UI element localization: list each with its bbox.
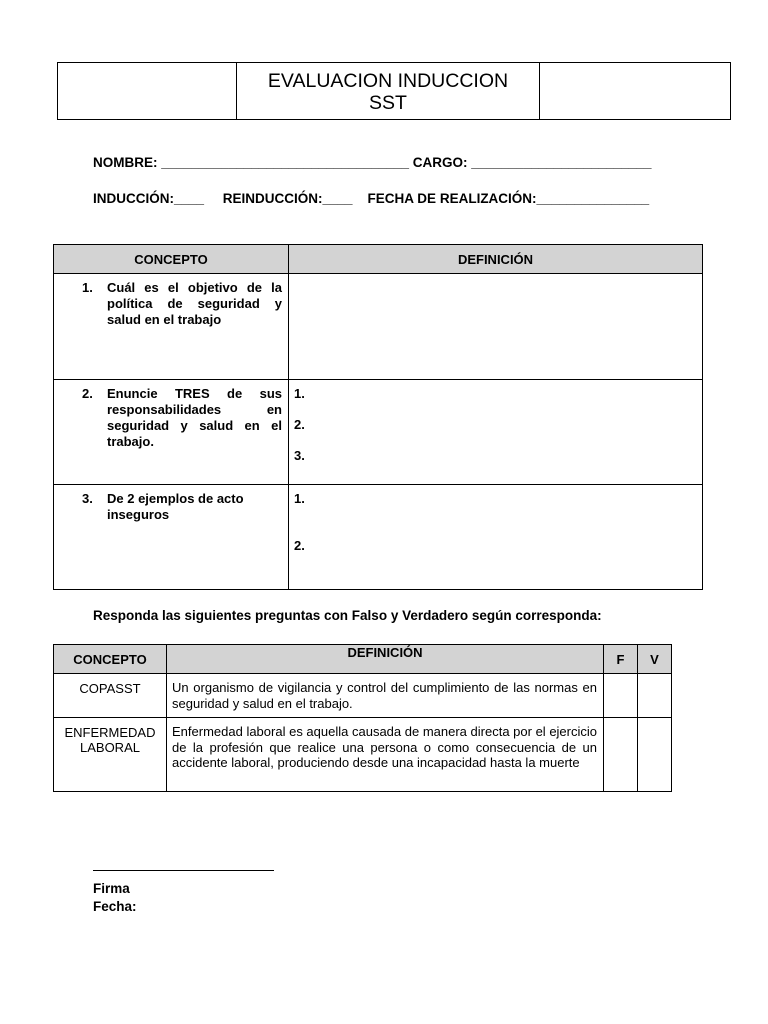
false-header: F xyxy=(604,645,638,674)
false-checkbox-cell[interactable] xyxy=(604,718,638,792)
document-title xyxy=(237,63,540,119)
title-line-1: EVALUACION INDUCCION xyxy=(267,70,509,92)
table-row xyxy=(54,718,672,792)
concept-header: CONCEPTO xyxy=(54,645,167,674)
question-3 xyxy=(54,485,288,523)
question-text: De 2 ejemplos de acto inseguros xyxy=(107,491,244,522)
answer-cell-2[interactable] xyxy=(289,380,703,485)
concept-text: LABORAL xyxy=(80,740,140,755)
title-line-2: SST xyxy=(369,92,407,114)
definition-cell: Un organismo de vigilancia y control del cumplimiento de las normas en seguridad y salud en el trabajo. xyxy=(167,674,604,718)
table-row xyxy=(54,380,703,485)
true-false-table xyxy=(53,644,672,792)
table-row xyxy=(54,674,672,718)
answer-cell-3[interactable] xyxy=(289,485,703,590)
question-number: 3. xyxy=(82,491,93,506)
true-checkbox-cell[interactable] xyxy=(638,674,672,718)
header-right-cell xyxy=(540,63,730,119)
question-number: 1. xyxy=(82,280,93,295)
header-table xyxy=(57,62,731,120)
definition-cell: Enfermedad laboral es aquella causada de manera directa por el ejercicio de la profesión que realice una persona o como consecuencia de un accidente laboral, produciendo desde una incapacidad hasta la muerte xyxy=(167,718,604,792)
true-false-instruction: Responda las siguientes preguntas con Falso y Verdadero según corresponda: xyxy=(93,608,602,623)
questions-table xyxy=(53,244,703,590)
question-text: Enuncie TRES de sus responsabilidades en seguridad y salud en el trabajo. xyxy=(107,386,282,449)
true-header: V xyxy=(638,645,672,674)
signature-label: Firma xyxy=(93,881,130,896)
question-number: 2. xyxy=(82,386,93,401)
question-1 xyxy=(54,274,288,328)
concept-header: CONCEPTO xyxy=(54,245,289,274)
concept-text: COPASST xyxy=(79,681,141,696)
definition-header: DEFINICIÓN xyxy=(167,645,604,674)
date-label: Fecha: xyxy=(93,899,137,914)
answer-label: 2. xyxy=(294,538,305,553)
answer-label: 1. xyxy=(294,491,305,506)
name-cargo-field[interactable]: NOMBRE: _________________________________ CARGO: ________________________ xyxy=(93,155,652,170)
definition-header: DEFINICIÓN xyxy=(289,245,703,274)
answer-label: 3. xyxy=(294,448,305,463)
answer-cell-1[interactable] xyxy=(289,274,703,380)
question-2 xyxy=(54,380,288,450)
answer-label: 1. xyxy=(294,386,305,401)
true-checkbox-cell[interactable] xyxy=(638,718,672,792)
header-left-cell xyxy=(58,63,237,119)
table-row xyxy=(54,485,703,590)
concept-text: ENFERMEDAD xyxy=(64,725,156,740)
concept-cell xyxy=(54,718,167,792)
question-text: Cuál es el objetivo de la política de seguridad y salud en el trabajo xyxy=(107,280,282,327)
false-checkbox-cell[interactable] xyxy=(604,674,638,718)
answer-label: 2. xyxy=(294,417,305,432)
table-row xyxy=(54,274,703,380)
concept-cell xyxy=(54,674,167,718)
signature-line[interactable] xyxy=(93,870,274,871)
induction-date-field[interactable]: INDUCCIÓN:____ REINDUCCIÓN:____ FECHA DE REALIZACIÓN:_______________ xyxy=(93,191,650,206)
